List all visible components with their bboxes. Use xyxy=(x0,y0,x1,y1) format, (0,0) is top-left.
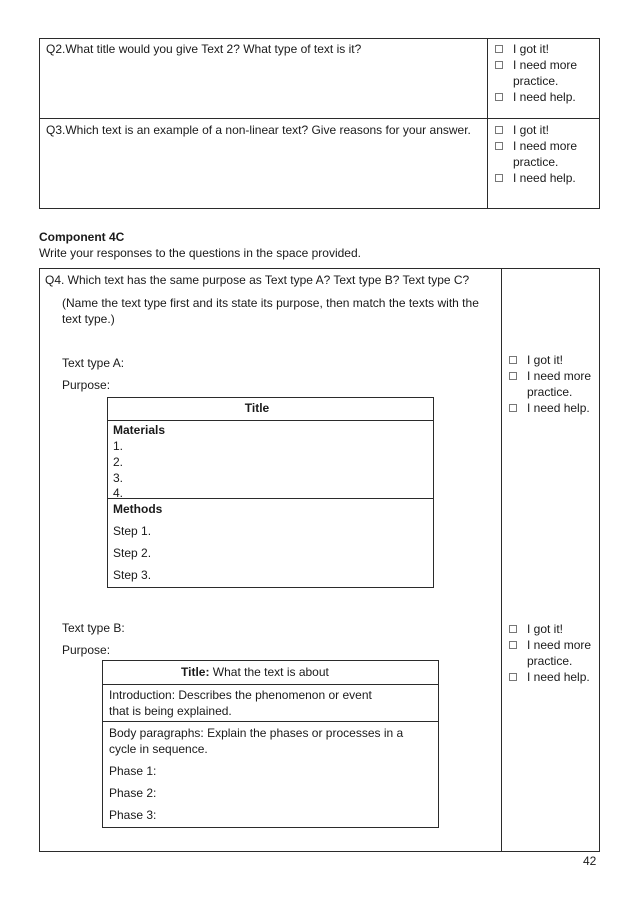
q4-note-line1: (Name the text type first and its state its purpose, then match the texts with the xyxy=(62,296,479,310)
q3-self-check xyxy=(495,122,595,186)
need-help-option[interactable]: I need help. xyxy=(495,170,595,186)
checkbox-icon[interactable] xyxy=(509,673,517,681)
need-help-option[interactable]: I need help. xyxy=(495,89,595,105)
need-practice-option-cont: practice. xyxy=(513,155,559,169)
q4-note-line2: text type.) xyxy=(62,312,115,326)
type-a-self-check xyxy=(509,352,609,416)
checkbox-icon[interactable] xyxy=(495,61,503,69)
type-b-label: Text type B: xyxy=(62,621,125,635)
got-it-option[interactable]: I got it! xyxy=(509,352,609,368)
got-it-option[interactable]: I got it! xyxy=(495,122,595,138)
type-a-step: Step 3. xyxy=(113,568,152,582)
type-b-body-line1: Body paragraphs: Explain the phases or processes in a xyxy=(109,726,404,740)
type-b-intro-divider xyxy=(102,721,439,722)
need-help-option[interactable]: I need help. xyxy=(509,669,609,685)
checkbox-icon[interactable] xyxy=(509,372,517,380)
page-number: 42 xyxy=(583,854,597,868)
checkbox-icon[interactable] xyxy=(509,356,517,364)
type-a-materials-heading: Materials xyxy=(113,423,166,437)
q2-self-check xyxy=(495,41,595,105)
need-practice-option[interactable]: I need more xyxy=(509,637,609,653)
type-b-phase: Phase 2: xyxy=(109,786,157,800)
type-b-purpose: Purpose: xyxy=(62,643,111,657)
type-b-intro-line1: Introduction: Describes the phenomenon or event xyxy=(109,688,372,702)
q3-question: Q3.Which text is an example of a non-linear text? Give reasons for your answer. xyxy=(46,123,471,137)
need-practice-option-cont: practice. xyxy=(527,385,573,399)
need-practice-option[interactable]: I need more xyxy=(509,368,609,384)
type-a-step: Step 1. xyxy=(113,524,152,538)
type-a-material-item: 1. xyxy=(113,439,124,453)
q2-question: Q2.What title would you give Text 2? What type of text is it? xyxy=(46,42,362,56)
type-a-material-item: 2. xyxy=(113,455,124,469)
type-a-purpose: Purpose: xyxy=(62,378,111,392)
type-a-materials-divider xyxy=(107,498,434,499)
got-it-option[interactable]: I got it! xyxy=(509,621,609,637)
type-a-material-item: 4. xyxy=(113,486,124,500)
got-it-option[interactable]: I got it! xyxy=(495,41,595,57)
checkbox-icon[interactable] xyxy=(509,625,517,633)
need-help-option[interactable]: I need help. xyxy=(509,400,609,416)
type-a-title: Title xyxy=(244,401,270,415)
component-instruction: Write your responses to the questions in the space provided. xyxy=(39,246,361,260)
q4-question: Q4. Which text has the same purpose as Text type A? Text type B? Text type C? xyxy=(45,273,470,287)
need-practice-option[interactable]: I need more xyxy=(495,57,595,73)
type-b-phase: Phase 1: xyxy=(109,764,157,778)
need-practice-option-cont: practice. xyxy=(513,74,559,88)
type-b-title-bold: Title: xyxy=(181,665,210,679)
type-a-methods-heading: Methods xyxy=(113,502,163,516)
type-a-label: Text type A: xyxy=(62,356,125,370)
type-a-title-divider xyxy=(107,420,434,421)
component-heading: Component 4C xyxy=(39,230,125,244)
type-b-title xyxy=(181,664,329,680)
checkbox-icon[interactable] xyxy=(495,45,503,53)
type-b-title-rest: What the text is about xyxy=(209,665,329,679)
checkbox-icon[interactable] xyxy=(495,93,503,101)
checkbox-icon[interactable] xyxy=(495,142,503,150)
type-b-self-check xyxy=(509,621,609,685)
checkbox-icon[interactable] xyxy=(509,641,517,649)
type-b-title-divider xyxy=(102,684,439,685)
q2-q3-divider xyxy=(487,38,488,209)
checkbox-icon[interactable] xyxy=(495,174,503,182)
type-b-intro-line2: that is being explained. xyxy=(109,704,232,718)
checkbox-icon[interactable] xyxy=(509,404,517,412)
need-practice-option-cont: practice. xyxy=(527,654,573,668)
type-a-material-item: 3. xyxy=(113,471,124,485)
type-a-step: Step 2. xyxy=(113,546,152,560)
need-practice-option[interactable]: I need more xyxy=(495,138,595,154)
q2-q3-row-divider xyxy=(39,118,600,119)
type-b-body-line2: cycle in sequence. xyxy=(109,742,208,756)
type-b-phase: Phase 3: xyxy=(109,808,157,822)
checkbox-icon[interactable] xyxy=(495,126,503,134)
q4-divider xyxy=(501,268,502,852)
